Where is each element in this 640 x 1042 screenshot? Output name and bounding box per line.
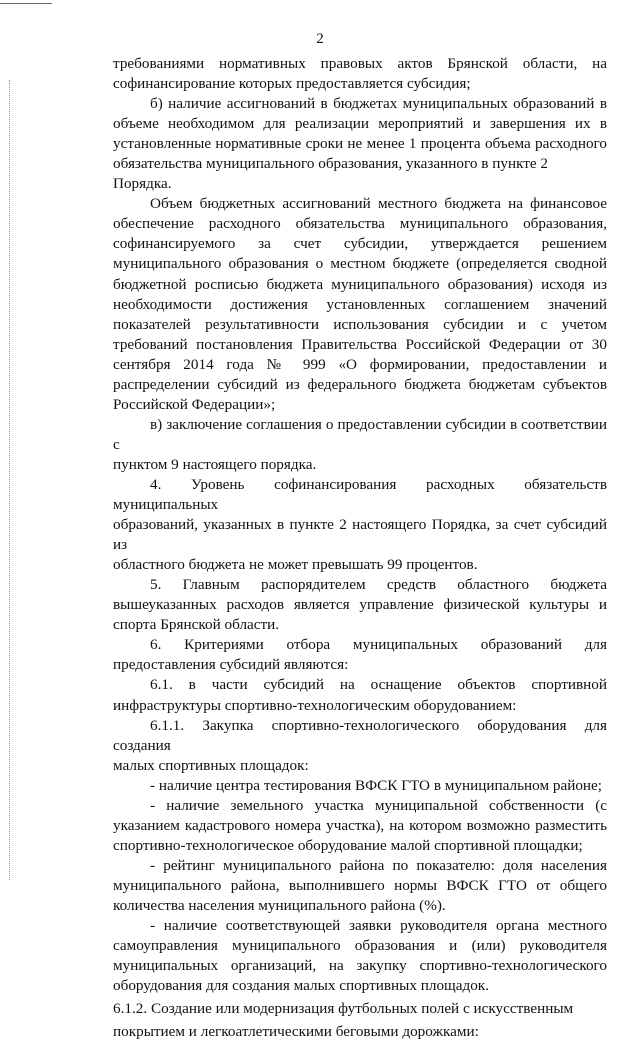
text-line: количества населения муниципального района (%). — [113, 896, 446, 914]
text-line: покрытием и легкоатлетическими беговыми дорожками: — [113, 1023, 479, 1041]
text-line: софинансируемого за счет субсидии, утверждается решением — [113, 235, 607, 253]
top-edge-rule — [0, 3, 52, 4]
document-body — [113, 54, 607, 1042]
text-line: 5. Главным распорядителем средств областного бюджета — [150, 576, 607, 594]
text-line: 6.1. в части субсидий на оснащение объектов спортивной — [150, 676, 607, 694]
text-line: указанием кадастрового номера участка), на котором возможно разместить — [113, 816, 607, 834]
text-line: инфраструктуры спортивно-технологическим оборудованием: — [113, 696, 517, 714]
text-line: малых спортивных площадок: — [113, 756, 309, 774]
text-line: Объем бюджетных ассигнований местного бюджета на финансовое — [150, 195, 607, 213]
text-line: бюджетной росписью бюджета муниципального образования) исходя из — [113, 275, 607, 293]
text-line: обеспечение расходного обязательства муниципального образования, — [113, 215, 607, 233]
page-number: 2 — [316, 31, 324, 47]
text-line: требований постановления Правительства Российской Федерации от 30 — [113, 335, 607, 353]
text-line: требованиями нормативных правовых актов Брянской области, на — [113, 55, 607, 72]
text-line: образований, указанных в пункте 2 настоящего Порядка, за счет субсидий из — [113, 516, 607, 554]
text-line: самоуправления муниципального образования и (или) руководителя — [113, 937, 607, 955]
text-line: б) наличие ассигнований в бюджетах муниципальных образований в — [150, 95, 607, 113]
text-line: обязательства муниципального образования, указанного в пункте 2 Порядка. — [113, 155, 549, 193]
text-line: показателей результативности использования субсидии и с учетом — [113, 315, 607, 333]
text-line: спортивно-технологическое оборудование малой спортивной площадки; — [113, 836, 583, 854]
text-line: 6.1.2. Создание или модернизация футбольных полей с искусственным — [113, 1000, 574, 1018]
text-line: муниципального района, выполнившего нормы ВФСК ГТО от общего — [113, 876, 607, 894]
text-line: - наличие центра тестирования ВФСК ГТО в муниципальном районе; — [150, 776, 602, 794]
text-line: областного бюджета не может превышать 99 процентов. — [113, 556, 478, 574]
text-line: пунктом 9 настоящего порядка. — [113, 455, 317, 473]
text-line: объеме необходимом для реализации мероприятий и завершения их в — [113, 115, 607, 133]
text-line: установленные нормативные сроки не менее 1 процента объема расходного — [113, 135, 607, 153]
text-line: сентября 2014 года № 999 «О формировании, предоставлении и — [113, 355, 607, 373]
text-line: муниципальных организаций, на закупку спортивно-технологического — [113, 957, 607, 975]
text-line: 6.1.1. Закупка спортивно-технологического оборудования для создания — [113, 716, 607, 754]
text-line: - наличие соответствующей заявки руководителя органа местного — [150, 917, 607, 935]
text-line: распределении субсидий из федерального бюджета бюджетам субъектов — [113, 375, 607, 393]
text-line: в) заключение соглашения о предоставлении субсидии в соответствии с — [113, 415, 607, 453]
text-line: спорта Брянской области. — [113, 616, 280, 634]
text-line: предоставления субсидий являются: — [113, 656, 349, 674]
text-line: оборудования для создания малых спортивных площадок. — [113, 977, 489, 995]
text-line: - рейтинг муниципального района по показателю: доля населения — [150, 856, 607, 874]
text-line: Российской Федерации»; — [113, 395, 276, 413]
text-line: вышеуказанных расходов является управление физической культуры и — [113, 596, 607, 614]
text-line: муниципального образования о местном бюджете (определяется сводной — [113, 255, 607, 273]
text-line: 6. Критериями отбора муниципальных образований для — [150, 636, 607, 654]
text-line: - наличие земельного участка муниципальной собственности (с — [150, 796, 607, 814]
text-line: 4. Уровень софинансирования расходных обязательств муниципальных — [113, 475, 607, 514]
text-line: необходимости достижения установленных соглашением значений — [113, 295, 607, 313]
left-margin-dotted-line — [9, 80, 10, 880]
text-line: софинансирование которых предоставляется субсидия; — [113, 75, 471, 93]
